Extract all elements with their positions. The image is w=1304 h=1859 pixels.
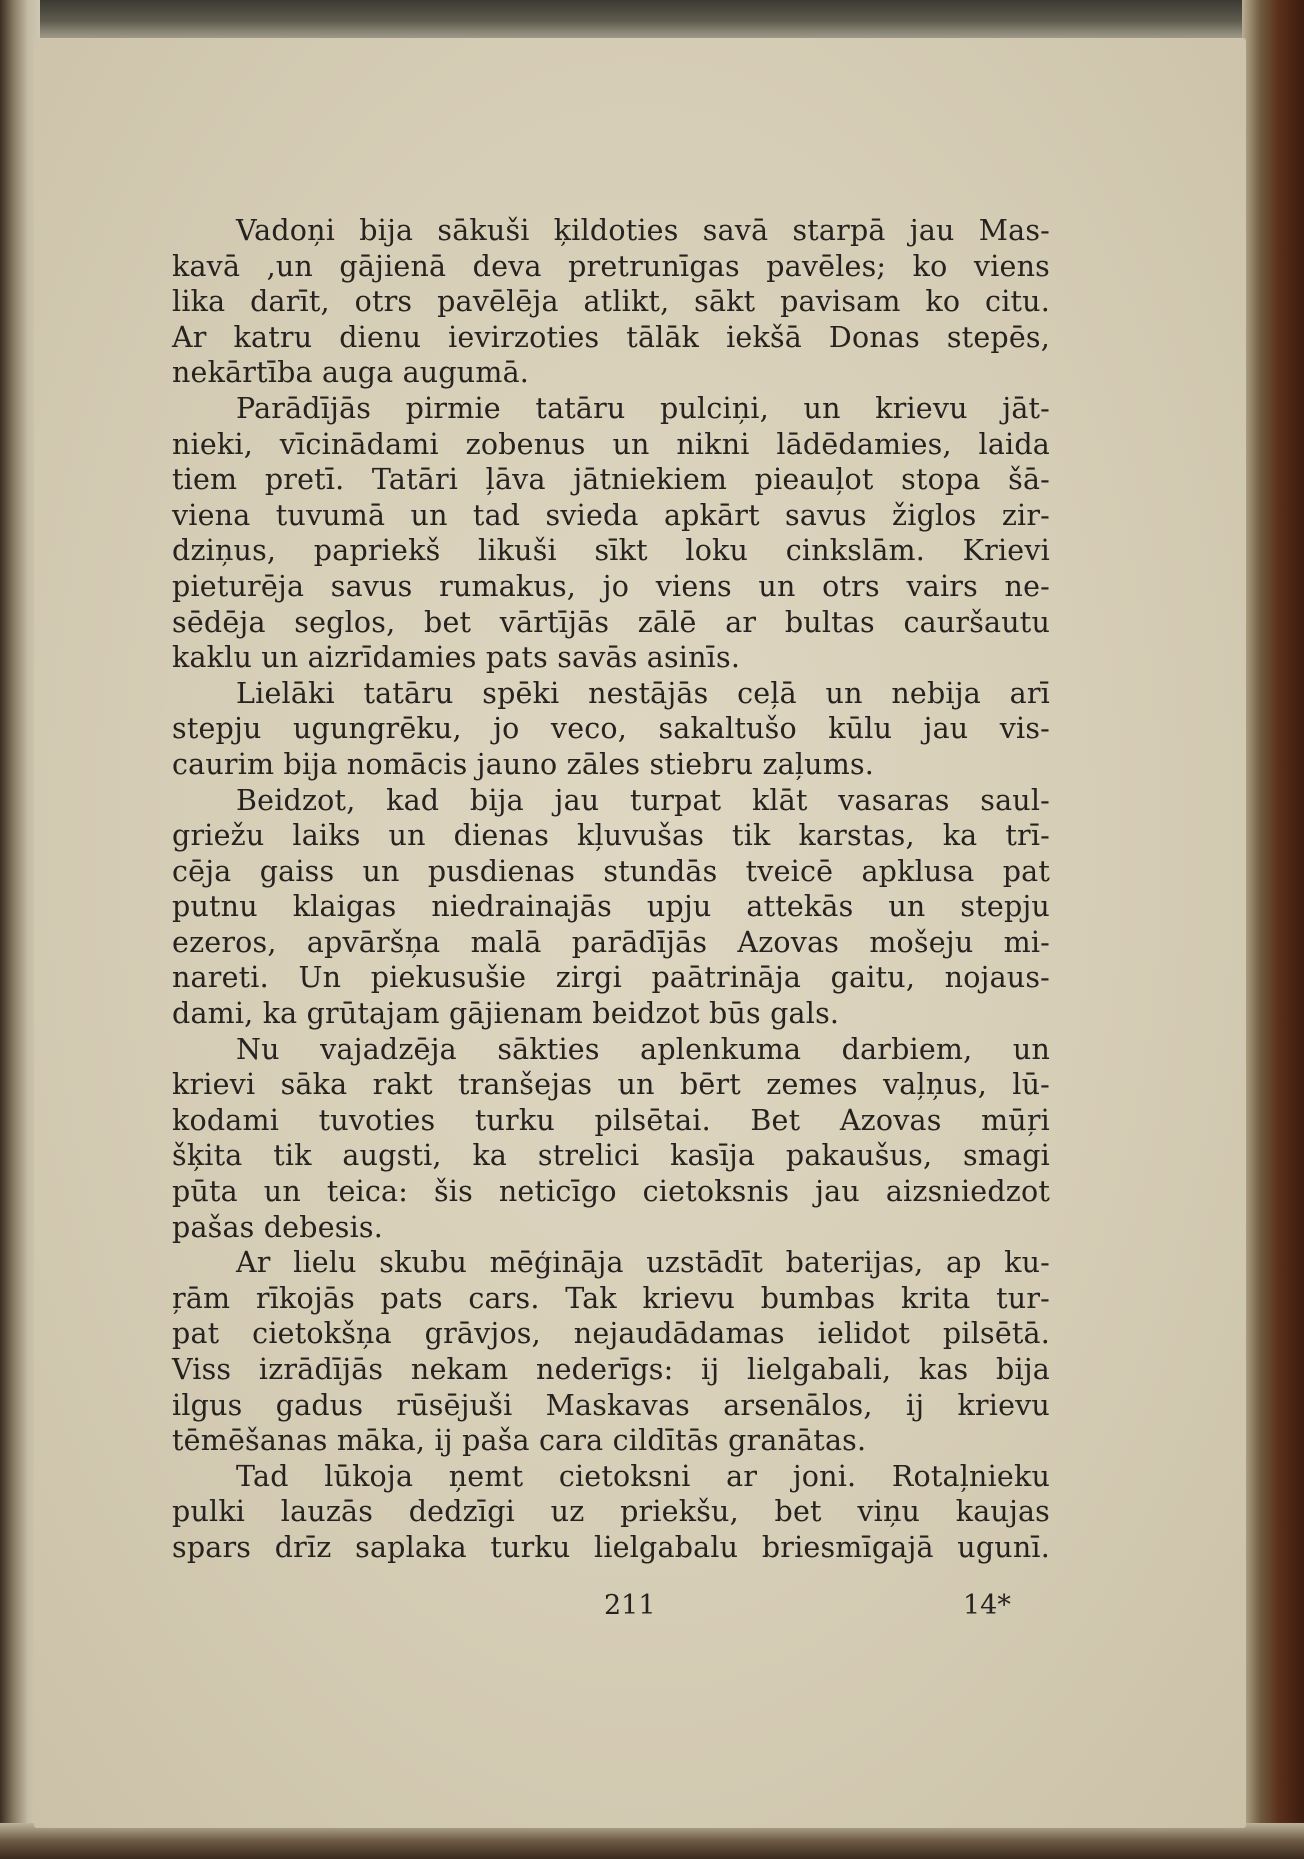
text-line: nieki, vīcinādami zobenus un nikni lādēdamies, laida <box>172 427 1050 461</box>
page-number: 211 <box>604 1590 656 1621</box>
text-line: tiem pretī. Tatāri ļāva jātniekiem pieauļot stopa šā- <box>172 463 1050 497</box>
text-line: pieturēja savus rumakus, jo viens un otrs vairs ne- <box>172 569 1050 603</box>
text-line: Lielāki tatāru spēki nestājās ceļā un nebija arī <box>236 676 1050 710</box>
text-line: Nu vajadzēja sākties aplenkuma darbiem, un <box>236 1032 1050 1066</box>
text-line: kodami tuvoties turku pilsētai. Bet Azovas mūŗi <box>172 1103 1050 1137</box>
text-line: Ar lielu skubu mēģināja uzstādīt baterijas, ap ku- <box>236 1246 1050 1280</box>
printer-signature-mark: 14* <box>963 1590 1011 1621</box>
text-line: ezeros, apvāršņa malā parādījās Azovas mošeju mi- <box>172 925 1050 959</box>
text-line: Vadoņi bija sākuši ķildoties savā starpā jau Mas- <box>236 214 1050 247</box>
text-line: tēmēšanas māka, ij paša cara cildītās granātas. <box>172 1424 867 1458</box>
text-line: spars drīz saplaka turku lielgabalu briesmīgajā ugunī. <box>172 1530 1050 1564</box>
text-line: ilgus gadus rūsējuši Maskavas arsenālos, ij krievu <box>172 1388 1050 1422</box>
text-line: caurim bija nomācis jauno zāles stiebru zaļums. <box>172 747 875 781</box>
text-line: dami, ka grūtajam gājienam beidzot būs gals. <box>172 997 840 1031</box>
text-line: griežu laiks un dienas kļuvušas tik karstas, ka trī- <box>172 819 1050 853</box>
text-line: sēdēja seglos, bet vārtījās zālē ar bultas cauršautu <box>172 605 1050 639</box>
text-line: Viss izrādījās nekam nederīgs: ij lielgabali, kas bija <box>172 1353 1050 1386</box>
text-line: šķita tik augsti, ka strelici kasīja pakaušus, smagi <box>172 1139 1050 1173</box>
text-line: dziņus, papriekš likuši sīkt loku cinkslām. Krievi <box>172 534 1050 568</box>
text-line: stepju ugungrēku, jo veco, sakaltušo kūlu jau vis- <box>172 712 1050 746</box>
text-line: Beidzot, kad bija jau turpat klāt vasaras saul- <box>236 783 1050 817</box>
text-line: krievi sāka rakt tranšejas un bērt zemes vaļņus, lū- <box>172 1068 1050 1102</box>
text-line: cēja gaiss un pusdienas stundās tveicē apklusa pat <box>172 854 1050 888</box>
text-line: nareti. Un piekusušie zirgi paātrināja gaitu, nojaus- <box>172 961 1050 995</box>
text-line: kaklu un aizrīdamies pats savās asinīs. <box>172 641 741 675</box>
text-line: Parādījās pirmie tatāru pulciņi, un krievu jāt- <box>236 391 1050 425</box>
text-line: ŗām rīkojās pats cars. Tak krievu bumbas krita tur- <box>172 1281 1050 1315</box>
book-spine-edge <box>1242 0 1304 1859</box>
text-line: viena tuvumā un tad svieda apkārt savus žiglos zir- <box>172 498 1050 532</box>
text-line: kavā ,un gājienā deva pretrunīgas pavēles; ko viens <box>172 249 1050 283</box>
text-line: nekārtība auga augumā. <box>172 356 530 390</box>
text-line: pūta un teica: šis neticīgo cietoksnis jau aizsniedzot <box>172 1175 1050 1209</box>
text-line: pulki lauzās dedzīgi uz priekšu, bet viņu kaujas <box>172 1495 1050 1529</box>
text-line: pašas debesis. <box>172 1210 383 1244</box>
book-bottom-edge <box>0 1823 1304 1859</box>
text-line: Ar katru dienu ievirzoties tālāk iekšā Donas stepēs, <box>172 320 1050 354</box>
text-line: lika darīt, otrs pavēlēja atlikt, sākt pavisam ko citu. <box>172 285 1050 319</box>
page-footer <box>172 1590 1050 1630</box>
body-text <box>172 213 1050 1566</box>
text-line: putnu klaigas niedrainajās upju attekās un stepju <box>172 890 1050 924</box>
text-line: pat cietokšņa grāvjos, nejaudādamas ielidot pilsētā. <box>172 1317 1050 1351</box>
text-line: Tad lūkoja ņemt cietoksni ar joni. Rotaļnieku <box>236 1459 1050 1493</box>
